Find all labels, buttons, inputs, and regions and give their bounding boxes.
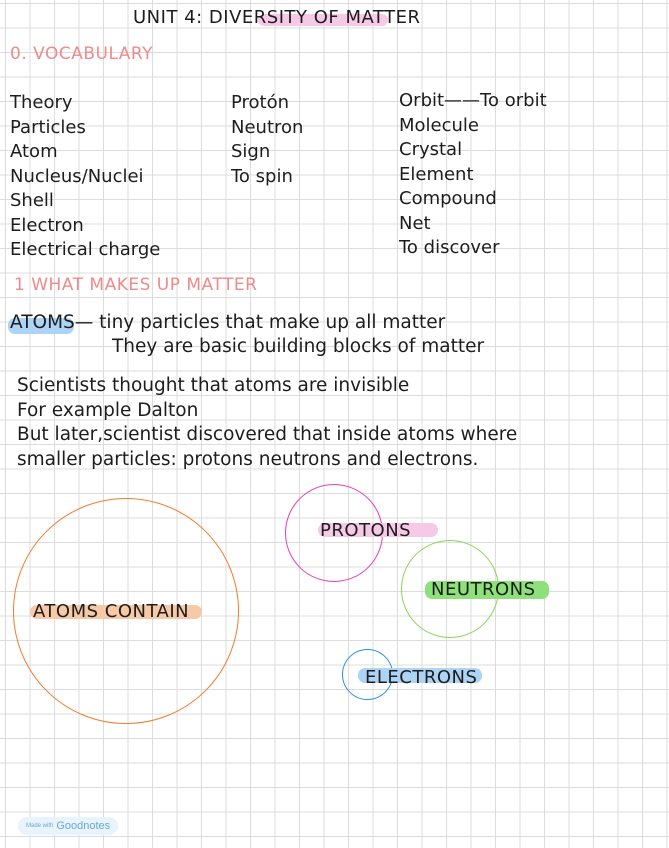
neutrons-label: NEUTRONS [431, 579, 536, 600]
matter-heading: 1 WHAT MAKES UP MATTER [14, 275, 258, 295]
paragraph-line: For example Dalton [17, 399, 199, 421]
vocab-item: Element [399, 163, 474, 185]
atoms-line-2: They are basic building blocks of matter [112, 336, 485, 357]
vocabulary-heading: 0. VOCABULARY [10, 44, 154, 64]
vocab-item: Orbit——To orbit [399, 90, 547, 111]
goodnotes-brand: Goodnotes [56, 820, 111, 832]
vocab-column-1 [10, 91, 160, 263]
paragraph-line: But later,scientist discovered that inside atoms where [17, 424, 518, 445]
vocab-item: Protón [231, 92, 290, 113]
page-title: UNIT 4: DIVERSITY OF MATTER [133, 7, 421, 28]
vocab-item: Electrical charge [10, 239, 161, 260]
vocab-item: To spin [231, 165, 293, 187]
protons-label: PROTONS [320, 520, 412, 541]
vocab-item: Crystal [399, 139, 463, 160]
vocab-item: Theory [10, 92, 73, 113]
vocab-item: Electron [10, 214, 84, 236]
paragraph-line: smaller particles: protons neutrons and electrons. [17, 448, 479, 470]
atoms-contain-label: ATOMS CONTAIN [33, 601, 190, 622]
vocab-item: Net [399, 212, 431, 234]
vocab-item: Particles [10, 116, 86, 138]
vocab-column-3 [399, 89, 547, 261]
explanation-paragraph [17, 374, 517, 472]
vocab-item: Nucleus/Nuclei [10, 165, 144, 187]
vocab-item: Neutron [231, 116, 304, 138]
vocab-item: Compound [399, 188, 497, 209]
made-with-text: Made with [26, 823, 54, 829]
vocab-item: Atom [10, 141, 58, 162]
atoms-term: ATOMS [10, 312, 75, 333]
atoms-definition: — tiny particles that make up all matter [74, 312, 446, 333]
atoms-line-1 [10, 311, 445, 336]
vocab-item: Shell [10, 190, 54, 211]
paragraph-line: Scientists thought that atoms are invisible [17, 375, 410, 396]
vocab-item: To discover [399, 237, 500, 258]
vocab-item: Sign [231, 141, 271, 162]
electrons-label: ELECTRONS [365, 667, 478, 688]
vocab-item: Molecule [399, 114, 479, 136]
goodnotes-badge [18, 817, 118, 835]
vocab-column-2 [231, 91, 303, 189]
